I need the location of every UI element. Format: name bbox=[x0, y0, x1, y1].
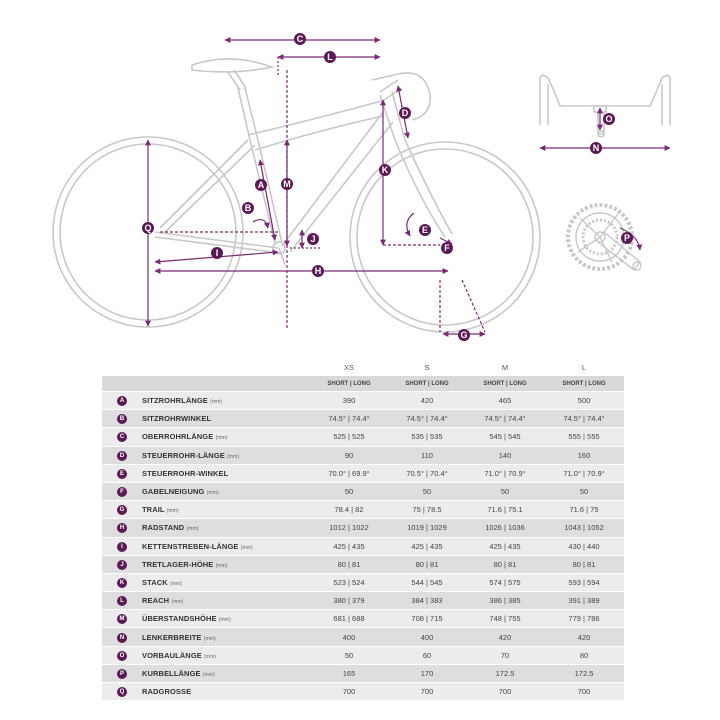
row-value: 544 | 545 bbox=[388, 573, 466, 591]
row-value: 391 | 389 bbox=[544, 592, 624, 610]
row-unit: (mm) bbox=[215, 562, 228, 569]
row-value: 140 bbox=[466, 446, 544, 464]
fork bbox=[395, 140, 452, 237]
row-unit: (mm) bbox=[166, 508, 179, 515]
row-name: ÜBERSTANDSHÖHE bbox=[142, 614, 217, 624]
row-unit: (mm) bbox=[218, 617, 231, 624]
row-letter-badge: J bbox=[117, 560, 127, 570]
row-unit: (mm) bbox=[186, 526, 199, 533]
row-value: 700 bbox=[544, 683, 624, 701]
row-letter-badge: L bbox=[117, 596, 127, 606]
row-letter-badge: Q bbox=[117, 687, 127, 697]
row-value: 380 | 379 bbox=[310, 592, 388, 610]
row-value: 165 bbox=[310, 664, 388, 682]
row-value: 172.5 bbox=[466, 664, 544, 682]
row-value: 78.4 | 82 bbox=[310, 501, 388, 519]
top-tube-lower bbox=[255, 116, 383, 150]
table-row bbox=[102, 392, 624, 410]
row-value: 80 bbox=[544, 646, 624, 664]
svg-text:Q: Q bbox=[144, 223, 152, 233]
row-name: STEUERROHR-WINKEL bbox=[142, 468, 229, 478]
svg-text:M: M bbox=[283, 179, 291, 189]
row-letter-badge: P bbox=[117, 669, 127, 679]
row-value: 172.5 bbox=[544, 664, 624, 682]
saddle bbox=[192, 59, 272, 72]
row-letter-badge: G bbox=[117, 505, 127, 515]
size-header-row bbox=[102, 360, 624, 376]
table-row bbox=[102, 537, 624, 555]
row-value: 74.5° | 74.4° bbox=[310, 410, 388, 428]
row-name: RADSTAND bbox=[142, 523, 185, 533]
table-row bbox=[102, 646, 624, 664]
row-value: 779 | 786 bbox=[544, 610, 624, 628]
marker-p bbox=[621, 232, 633, 244]
seat-stay bbox=[160, 140, 255, 232]
row-name: SITZROHRWINKEL bbox=[142, 414, 212, 424]
row-value: 420 bbox=[388, 392, 466, 410]
table-row bbox=[102, 410, 624, 428]
size-xs: XS bbox=[310, 360, 388, 376]
table-row bbox=[102, 428, 624, 446]
row-letter-badge: D bbox=[117, 451, 127, 461]
row-value: 500 bbox=[544, 392, 624, 410]
svg-text:N: N bbox=[592, 143, 600, 153]
row-unit: (mm) bbox=[204, 653, 217, 660]
row-value: 80 | 81 bbox=[544, 555, 624, 573]
table-row bbox=[102, 482, 624, 500]
row-value: 708 | 715 bbox=[388, 610, 466, 628]
marker-g bbox=[458, 329, 470, 341]
row-name: REACH bbox=[142, 596, 170, 606]
row-name: LENKERBREITE bbox=[142, 632, 202, 642]
row-value: 555 | 555 bbox=[544, 428, 624, 446]
row-letter-badge: M bbox=[117, 614, 127, 624]
svg-text:H: H bbox=[314, 266, 322, 276]
row-value: 523 | 524 bbox=[310, 573, 388, 591]
row-value: 71.0° | 70.9° bbox=[544, 464, 624, 482]
sub-label-l: SHORT | LONG bbox=[544, 376, 624, 392]
handlebar-detail bbox=[540, 75, 670, 137]
sub-label-m: SHORT | LONG bbox=[466, 376, 544, 392]
row-value: 50 bbox=[310, 646, 388, 664]
table-row bbox=[102, 628, 624, 646]
svg-text:E: E bbox=[421, 225, 429, 235]
row-value: 400 bbox=[388, 628, 466, 646]
size-l: L bbox=[544, 360, 624, 376]
marker-l bbox=[324, 51, 336, 63]
row-value: 425 | 435 bbox=[466, 537, 544, 555]
row-value: 70.5° | 70.4° bbox=[388, 464, 466, 482]
row-letter-badge: C bbox=[117, 432, 127, 442]
row-letter-badge: B bbox=[117, 414, 127, 424]
svg-text:I: I bbox=[215, 248, 219, 258]
row-value: 74.5° | 74.4° bbox=[388, 410, 466, 428]
row-value: 71.6 | 75.1 bbox=[466, 501, 544, 519]
row-value: 80 | 81 bbox=[466, 555, 544, 573]
row-value: 80 | 81 bbox=[388, 555, 466, 573]
row-name: TRETLAGER-HÖHE bbox=[142, 559, 214, 569]
row-value: 1019 | 1029 bbox=[388, 519, 466, 537]
table-row bbox=[102, 555, 624, 573]
row-letter-badge: N bbox=[117, 633, 127, 643]
row-name: KETTENSTREBEN-LÄNGE bbox=[142, 541, 239, 551]
marker-j bbox=[307, 233, 319, 245]
row-value: 386 | 385 bbox=[466, 592, 544, 610]
row-letter-badge: H bbox=[117, 523, 127, 533]
row-value: 384 | 383 bbox=[388, 592, 466, 610]
row-value: 71.6 | 75 bbox=[544, 501, 624, 519]
row-value: 465 bbox=[466, 392, 544, 410]
table-row bbox=[102, 592, 624, 610]
dimension-lines bbox=[148, 40, 670, 334]
svg-text:C: C bbox=[296, 34, 304, 44]
row-value: 60 bbox=[388, 646, 466, 664]
row-name: STACK bbox=[142, 577, 168, 587]
row-value: 700 bbox=[466, 683, 544, 701]
row-value: 50 bbox=[466, 482, 544, 500]
row-letter-badge: I bbox=[117, 542, 127, 552]
row-value: 748 | 755 bbox=[466, 610, 544, 628]
row-value: 71.0° | 70.9° bbox=[466, 464, 544, 482]
letter-markers bbox=[142, 33, 633, 341]
marker-e bbox=[419, 224, 431, 236]
svg-text:L: L bbox=[327, 52, 333, 62]
row-name: VORBAULÄNGE bbox=[142, 650, 202, 660]
row-name: GABELNEIGUNG bbox=[142, 487, 205, 497]
row-value: 700 bbox=[388, 683, 466, 701]
row-value: 80 | 81 bbox=[310, 555, 388, 573]
marker-c bbox=[294, 33, 306, 45]
row-value: 425 | 435 bbox=[310, 537, 388, 555]
row-value: 681 | 688 bbox=[310, 610, 388, 628]
row-value: 700 bbox=[310, 683, 388, 701]
row-value: 110 bbox=[388, 446, 466, 464]
row-value: 1026 | 1036 bbox=[466, 519, 544, 537]
svg-text:F: F bbox=[444, 243, 450, 253]
bike-geometry-diagram bbox=[0, 0, 720, 350]
row-unit: (mm) bbox=[227, 453, 240, 460]
row-name: KURBELLÄNGE bbox=[142, 668, 201, 678]
sub-label-s: SHORT | LONG bbox=[388, 376, 466, 392]
row-unit: (mm) bbox=[171, 599, 184, 606]
row-value: 170 bbox=[388, 664, 466, 682]
row-letter-badge: E bbox=[117, 469, 127, 479]
marker-b bbox=[242, 202, 254, 214]
row-letter-badge: K bbox=[117, 578, 127, 588]
sub-label-xs: SHORT | LONG bbox=[310, 376, 388, 392]
row-value: 535 | 535 bbox=[388, 428, 466, 446]
svg-text:A: A bbox=[257, 180, 265, 190]
row-value: 1012 | 1022 bbox=[310, 519, 388, 537]
marker-n bbox=[590, 142, 602, 154]
marker-m bbox=[281, 178, 293, 190]
marker-i bbox=[211, 247, 223, 259]
svg-text:G: G bbox=[460, 330, 468, 340]
size-s: S bbox=[388, 360, 466, 376]
row-value: 70 bbox=[466, 646, 544, 664]
row-value: 430 | 440 bbox=[544, 537, 624, 555]
row-value: 90 bbox=[310, 446, 388, 464]
row-letter-badge: F bbox=[117, 487, 127, 497]
marker-a bbox=[255, 179, 267, 191]
row-unit: (mm) bbox=[215, 435, 228, 442]
row-value: 525 | 525 bbox=[310, 428, 388, 446]
row-value: 50 bbox=[544, 482, 624, 500]
table-row bbox=[102, 683, 624, 701]
row-value: 400 bbox=[310, 628, 388, 646]
geometry-table bbox=[102, 360, 624, 701]
row-name: OBERROHRLÄNGE bbox=[142, 432, 214, 442]
table-row bbox=[102, 664, 624, 682]
marker-k bbox=[379, 164, 391, 176]
geometry-table-body bbox=[102, 360, 624, 701]
row-name: RADGROSSE bbox=[142, 687, 192, 697]
seat-post bbox=[228, 70, 246, 90]
row-letter-badge: A bbox=[117, 396, 127, 406]
marker-h bbox=[312, 265, 324, 277]
marker-d bbox=[399, 107, 411, 119]
svg-text:D: D bbox=[401, 108, 409, 118]
svg-text:B: B bbox=[244, 203, 252, 213]
table-row bbox=[102, 464, 624, 482]
down-tube-lower bbox=[290, 122, 393, 252]
row-unit: (mm) bbox=[206, 490, 219, 497]
row-value: 593 | 594 bbox=[544, 573, 624, 591]
row-unit: (mm) bbox=[210, 399, 223, 406]
row-letter-badge: O bbox=[117, 651, 127, 661]
table-row bbox=[102, 610, 624, 628]
row-name: STEUERROHR-LÄNGE bbox=[142, 450, 225, 460]
down-tube bbox=[282, 112, 383, 246]
row-value: 74.5° | 74.4° bbox=[544, 410, 624, 428]
row-value: 74.5° | 74.4° bbox=[466, 410, 544, 428]
row-value: 574 | 575 bbox=[466, 573, 544, 591]
table-row bbox=[102, 573, 624, 591]
row-unit: (mm) bbox=[202, 671, 215, 678]
marker-o bbox=[603, 113, 615, 125]
row-value: 420 bbox=[466, 628, 544, 646]
short-long-header-row bbox=[102, 376, 624, 392]
row-value: 1043 | 1052 bbox=[544, 519, 624, 537]
row-unit: (mm) bbox=[240, 544, 253, 551]
table-row bbox=[102, 519, 624, 537]
row-name: SITZROHRLÄNGE bbox=[142, 396, 208, 406]
top-tube bbox=[248, 100, 385, 135]
row-value: 390 bbox=[310, 392, 388, 410]
marker-q bbox=[142, 222, 154, 234]
row-value: 50 bbox=[388, 482, 466, 500]
row-value: 420 bbox=[544, 628, 624, 646]
row-name: TRAIL bbox=[142, 505, 165, 515]
marker-f bbox=[441, 242, 453, 254]
svg-text:J: J bbox=[310, 234, 316, 244]
size-m: M bbox=[466, 360, 544, 376]
row-value: 70.0° | 69.9° bbox=[310, 464, 388, 482]
svg-text:P: P bbox=[623, 233, 631, 243]
svg-text:K: K bbox=[381, 165, 389, 175]
row-value: 50 bbox=[310, 482, 388, 500]
row-value: 545 | 545 bbox=[466, 428, 544, 446]
row-value: 75 | 78.5 bbox=[388, 501, 466, 519]
row-unit: (mm) bbox=[203, 635, 216, 642]
row-value: 160 bbox=[544, 446, 624, 464]
row-unit: (mm) bbox=[169, 580, 183, 587]
svg-text:O: O bbox=[605, 114, 613, 124]
table-row bbox=[102, 501, 624, 519]
row-value: 425 | 435 bbox=[388, 537, 466, 555]
table-row bbox=[102, 446, 624, 464]
